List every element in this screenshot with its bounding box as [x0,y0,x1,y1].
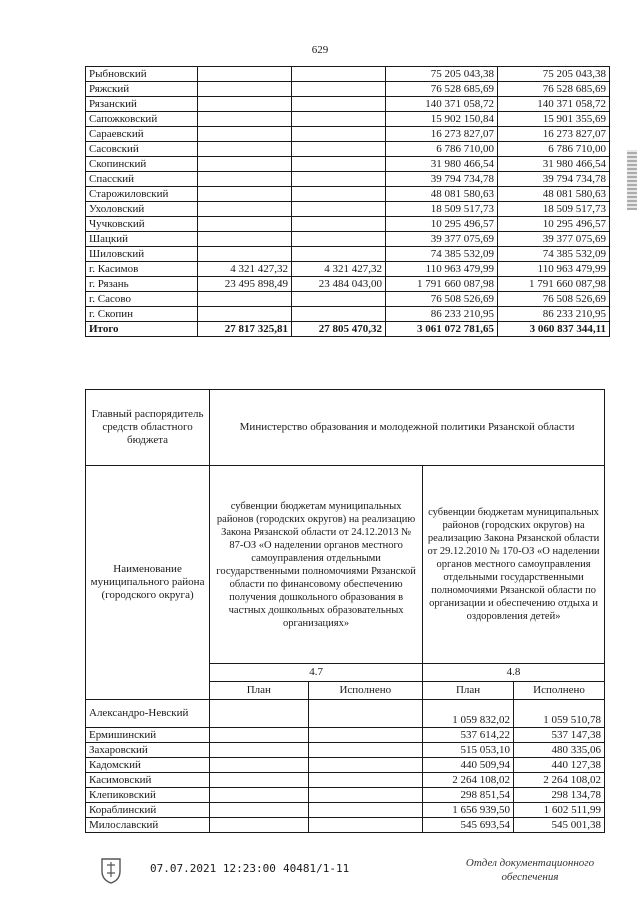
value-cell: 76 528 685,69 [498,82,610,97]
value-cell: 16 273 827,07 [386,127,498,142]
value-cell: 537 614,22 [423,728,514,743]
value-cell [292,202,386,217]
district-name-cell: Ермишинский [86,728,210,743]
coat-of-arms-icon [98,855,124,885]
value-cell [198,202,292,217]
table-row [86,232,610,247]
value-cell: 3 060 837 344,11 [498,322,610,337]
value-cell [198,97,292,112]
district-name-cell: Итого [86,322,198,337]
district-name-cell: Кадомский [86,758,210,773]
district-name-cell: Рязанский [86,97,198,112]
top-table-body [86,67,610,337]
footer-doc-number: 40481/1-11 [283,862,350,875]
value-cell: 110 963 479,99 [498,262,610,277]
value-cell [292,172,386,187]
table-row [86,202,610,217]
value-cell [198,292,292,307]
header-plan-4-8: План [423,682,514,700]
header-municipality-name: Наименование муниципального района (городского округа) [86,466,210,700]
value-cell [210,758,308,773]
value-cell: 31 980 466,54 [386,157,498,172]
top-table [85,66,610,337]
value-cell: 440 509,94 [423,758,514,773]
footer-datetime: 07.07.2021 12:23:00 [150,862,276,875]
value-cell: 31 980 466,54 [498,157,610,172]
header-main-distributor: Главный распорядитель средств областного бюджета [86,390,210,466]
value-cell [210,728,308,743]
header-plan-4-7: План [210,682,308,700]
value-cell: 6 786 710,00 [386,142,498,157]
table-row [86,217,610,232]
value-cell: 39 794 734,78 [386,172,498,187]
district-name-cell: Чучковский [86,217,198,232]
value-cell [308,803,423,818]
value-cell: 76 508 526,69 [386,292,498,307]
value-cell: 10 295 496,57 [498,217,610,232]
value-cell [292,292,386,307]
value-cell: 140 371 058,72 [386,97,498,112]
value-cell [308,758,423,773]
value-cell: 1 602 511,99 [514,803,605,818]
value-cell [292,67,386,82]
footer-department: Отдел документационного обеспечения [465,857,595,883]
district-name-cell: г. Скопин [86,307,198,322]
value-cell: 48 081 580,63 [498,187,610,202]
table-row [86,700,605,728]
district-name-cell: г. Рязань [86,277,198,292]
value-cell: 545 001,38 [514,818,605,833]
value-cell: 15 902 150,84 [386,112,498,127]
table-row [86,187,610,202]
value-cell [210,743,308,758]
value-cell: 1 791 660 087,98 [498,277,610,292]
value-cell: 23 484 043,00 [292,277,386,292]
district-name-cell: Сараевский [86,127,198,142]
value-cell [198,172,292,187]
district-name-cell: Старожиловский [86,187,198,202]
value-cell [292,157,386,172]
district-name-cell: Скопинский [86,157,198,172]
district-name-cell: Милославский [86,818,210,833]
value-cell [308,743,423,758]
value-cell: 76 508 526,69 [498,292,610,307]
value-cell: 537 147,38 [514,728,605,743]
value-cell: 480 335,06 [514,743,605,758]
value-cell: 74 385 532,09 [386,247,498,262]
value-cell [198,82,292,97]
value-cell: 75 205 043,38 [386,67,498,82]
value-cell [308,700,423,728]
table-row [86,97,610,112]
header-ministry: Министерство образования и молодежной политики Рязанской области [210,390,605,466]
district-name-cell: г. Сасово [86,292,198,307]
value-cell [308,728,423,743]
value-cell [198,67,292,82]
value-cell [292,112,386,127]
district-name-cell: Захаровский [86,743,210,758]
value-cell: 4 321 427,32 [292,262,386,277]
district-name-cell: Ряжский [86,82,198,97]
value-cell: 76 528 685,69 [386,82,498,97]
value-cell [210,700,308,728]
district-name-cell: Сасовский [86,142,198,157]
value-cell: 1 059 832,02 [423,700,514,728]
value-cell: 27 805 470,32 [292,322,386,337]
table-row [86,172,610,187]
value-cell: 86 233 210,95 [386,307,498,322]
table-row [86,82,610,97]
value-cell [292,187,386,202]
table-row [86,157,610,172]
value-cell: 86 233 210,95 [498,307,610,322]
table-row [86,262,610,277]
total-row [86,322,610,337]
value-cell [198,127,292,142]
value-cell: 74 385 532,09 [498,247,610,262]
header-code-4-7: 4.7 [210,664,423,682]
bottom-table [85,389,605,833]
value-cell: 1 656 939,50 [423,803,514,818]
table-row [86,307,610,322]
table-row [86,818,605,833]
table-row [86,728,605,743]
district-name-cell: Шацкий [86,232,198,247]
value-cell: 2 264 108,02 [423,773,514,788]
value-cell: 75 205 043,38 [498,67,610,82]
scan-edge-artifact [627,150,637,210]
table-row [86,773,605,788]
value-cell: 1 059 510,78 [514,700,605,728]
district-name-cell: Александро-Невский [86,700,210,728]
value-cell: 3 061 072 781,65 [386,322,498,337]
value-cell [292,232,386,247]
value-cell [210,818,308,833]
table-row [86,292,610,307]
value-cell: 16 273 827,07 [498,127,610,142]
value-cell [292,142,386,157]
table-row [86,803,605,818]
value-cell: 545 693,54 [423,818,514,833]
value-cell: 18 509 517,73 [498,202,610,217]
table-row [86,247,610,262]
value-cell [198,217,292,232]
bottom-table-body [86,390,605,833]
value-cell: 440 127,38 [514,758,605,773]
district-name-cell: Ухоловский [86,202,198,217]
value-cell: 18 509 517,73 [386,202,498,217]
value-cell: 1 791 660 087,98 [386,277,498,292]
value-cell [198,142,292,157]
table-row [86,277,610,292]
district-name-cell: Шиловский [86,247,198,262]
value-cell [308,818,423,833]
value-cell [198,112,292,127]
header-subsidy-4-7: субвенции бюджетам муниципальных районов (городских округов) на реализацию Закона Рязанской области от 24.12.2013 № 87-ОЗ «О наделении органов местного самоуправления отдельными государственными полномочиями Рязанской области по финансовому обеспечению получения дошкольного образования в частных дошкольных образовательных организациях» [210,466,423,664]
value-cell: 27 817 325,81 [198,322,292,337]
value-cell: 110 963 479,99 [386,262,498,277]
value-cell: 298 851,54 [423,788,514,803]
table-row [86,127,610,142]
table-row [86,142,610,157]
value-cell [198,232,292,247]
value-cell [210,788,308,803]
value-cell: 39 377 075,69 [498,232,610,247]
district-name-cell: Рыбновский [86,67,198,82]
district-name-cell: г. Касимов [86,262,198,277]
district-name-cell: Кораблинский [86,803,210,818]
value-cell [210,773,308,788]
page-number: 629 [311,44,329,56]
value-cell: 15 901 355,69 [498,112,610,127]
value-cell [292,127,386,142]
value-cell [198,157,292,172]
value-cell: 6 786 710,00 [498,142,610,157]
header-done-4-7: Исполнено [308,682,423,700]
value-cell [292,247,386,262]
value-cell [308,773,423,788]
district-name-cell: Сапожковский [86,112,198,127]
table-row [86,758,605,773]
value-cell [308,788,423,803]
table-row [86,788,605,803]
district-name-cell: Спасский [86,172,198,187]
table-row [86,743,605,758]
value-cell [292,217,386,232]
value-cell [292,307,386,322]
district-name-cell: Касимовский [86,773,210,788]
value-cell: 298 134,78 [514,788,605,803]
table-row [86,67,610,82]
value-cell: 140 371 058,72 [498,97,610,112]
header-code-4-8: 4.8 [423,664,605,682]
value-cell: 515 053,10 [423,743,514,758]
value-cell [198,247,292,262]
value-cell: 23 495 898,49 [198,277,292,292]
value-cell: 10 295 496,57 [386,217,498,232]
header-done-4-8: Исполнено [514,682,605,700]
value-cell: 39 377 075,69 [386,232,498,247]
value-cell [292,97,386,112]
header-subsidy-4-8: субвенции бюджетам муниципальных районов (городских округов) на реализацию Закона Рязанской области от 29.12.2010 № 170-ОЗ «О наделении органов местного самоуправления отдельными государственными полномочиями Рязанской области по организации и обеспечению отдыха и оздоровления детей» [423,466,605,664]
table-row [86,112,610,127]
value-cell: 48 081 580,63 [386,187,498,202]
value-cell: 4 321 427,32 [198,262,292,277]
value-cell: 2 264 108,02 [514,773,605,788]
value-cell [198,307,292,322]
district-name-cell: Клепиковский [86,788,210,803]
value-cell [198,187,292,202]
value-cell: 39 794 734,78 [498,172,610,187]
value-cell [210,803,308,818]
value-cell [292,82,386,97]
